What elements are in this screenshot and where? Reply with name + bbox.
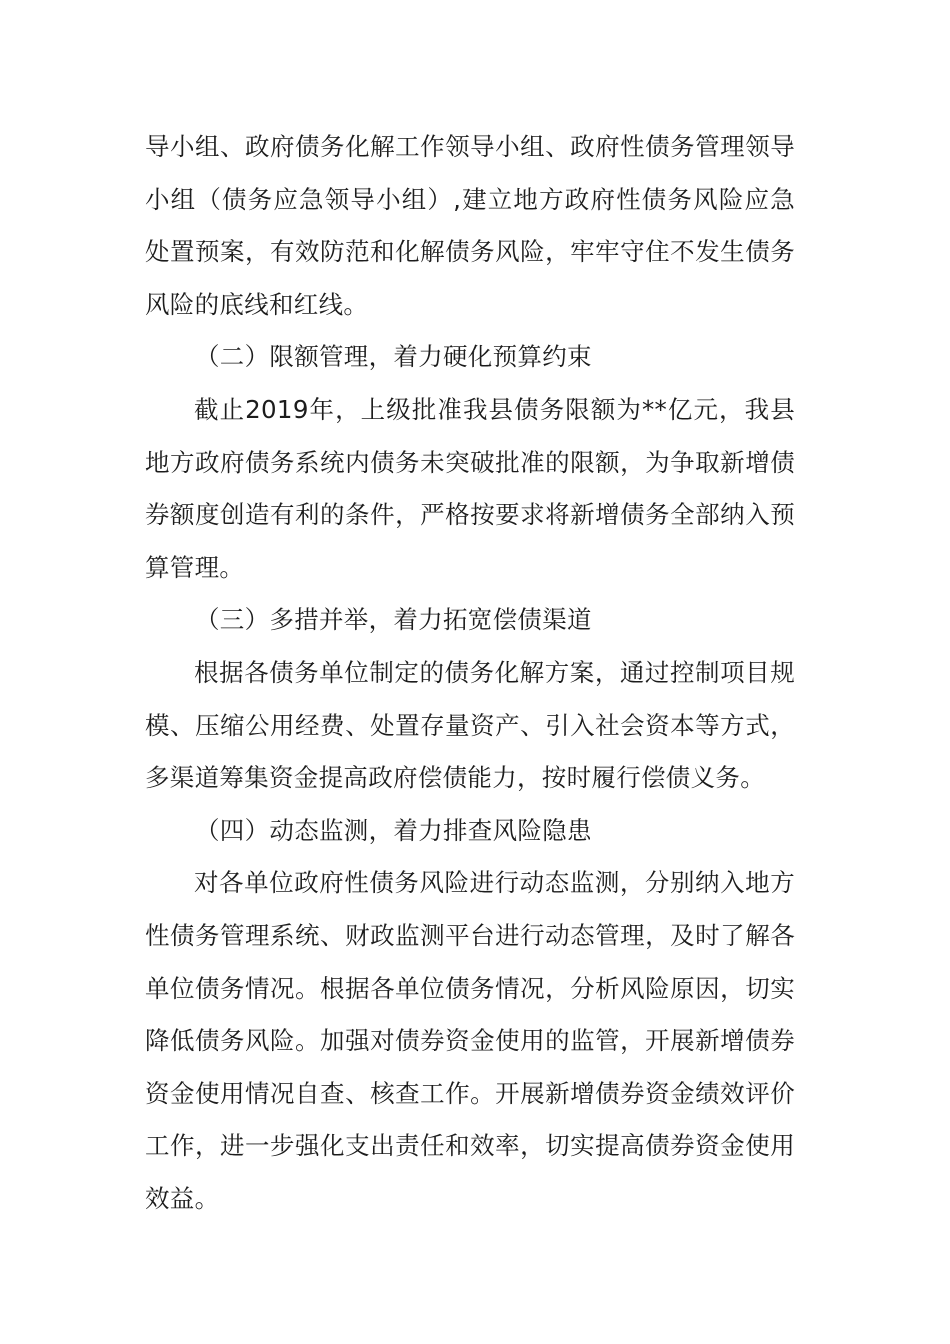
document-body [145, 121, 795, 1225]
paragraph-risk-monitoring: 对各单位政府性债务风险进行动态监测，分别纳入地方性债务管理系统、财政监测平台进行动态管理，及时了解各单位债务情况。根据各单位债务情况，分析风险原因，切实降低债务风险。加强对债券资金使用的监管，开展新增债券资金使用情况自查、核查工作。开展新增债券资金绩效评价工作，进一步强化支出责任和效率，切实提高债券资金使用效益。 [145, 868, 795, 1213]
paragraph-leadership-groups: 导小组、政府债务化解工作领导小组、政府性债务管理领导小组（债务应急领导小组）,建立地方政府性债务风险应急处置预案，有效防范和化解债务风险，牢牢守住不发生债务风险的底线和红线。 [145, 132, 795, 319]
section-heading-4-dynamic-monitoring: （四）动态监测，着力排查风险隐患 [195, 815, 592, 845]
section-heading-3-repayment-channels: （三）多措并举，着力拓宽偿债渠道 [195, 605, 592, 635]
section-heading-2-quota-management: （二）限额管理，着力硬化预算约束 [195, 342, 592, 372]
paragraph-repayment-plan: 根据各债务单位制定的债务化解方案，通过控制项目规模、压缩公用经费、处置存量资产、引入社会资本等方式，多渠道筹集资金提高政府偿债能力，按时履行偿债义务。 [145, 657, 795, 793]
paragraph-debt-limit: 截止2019年，上级批准我县债务限额为**亿元，我县地方政府债务系统内债务未突破批准的限额，为争取新增债券额度创造有利的条件，严格按要求将新增债务全部纳入预算管理。 [145, 394, 795, 582]
